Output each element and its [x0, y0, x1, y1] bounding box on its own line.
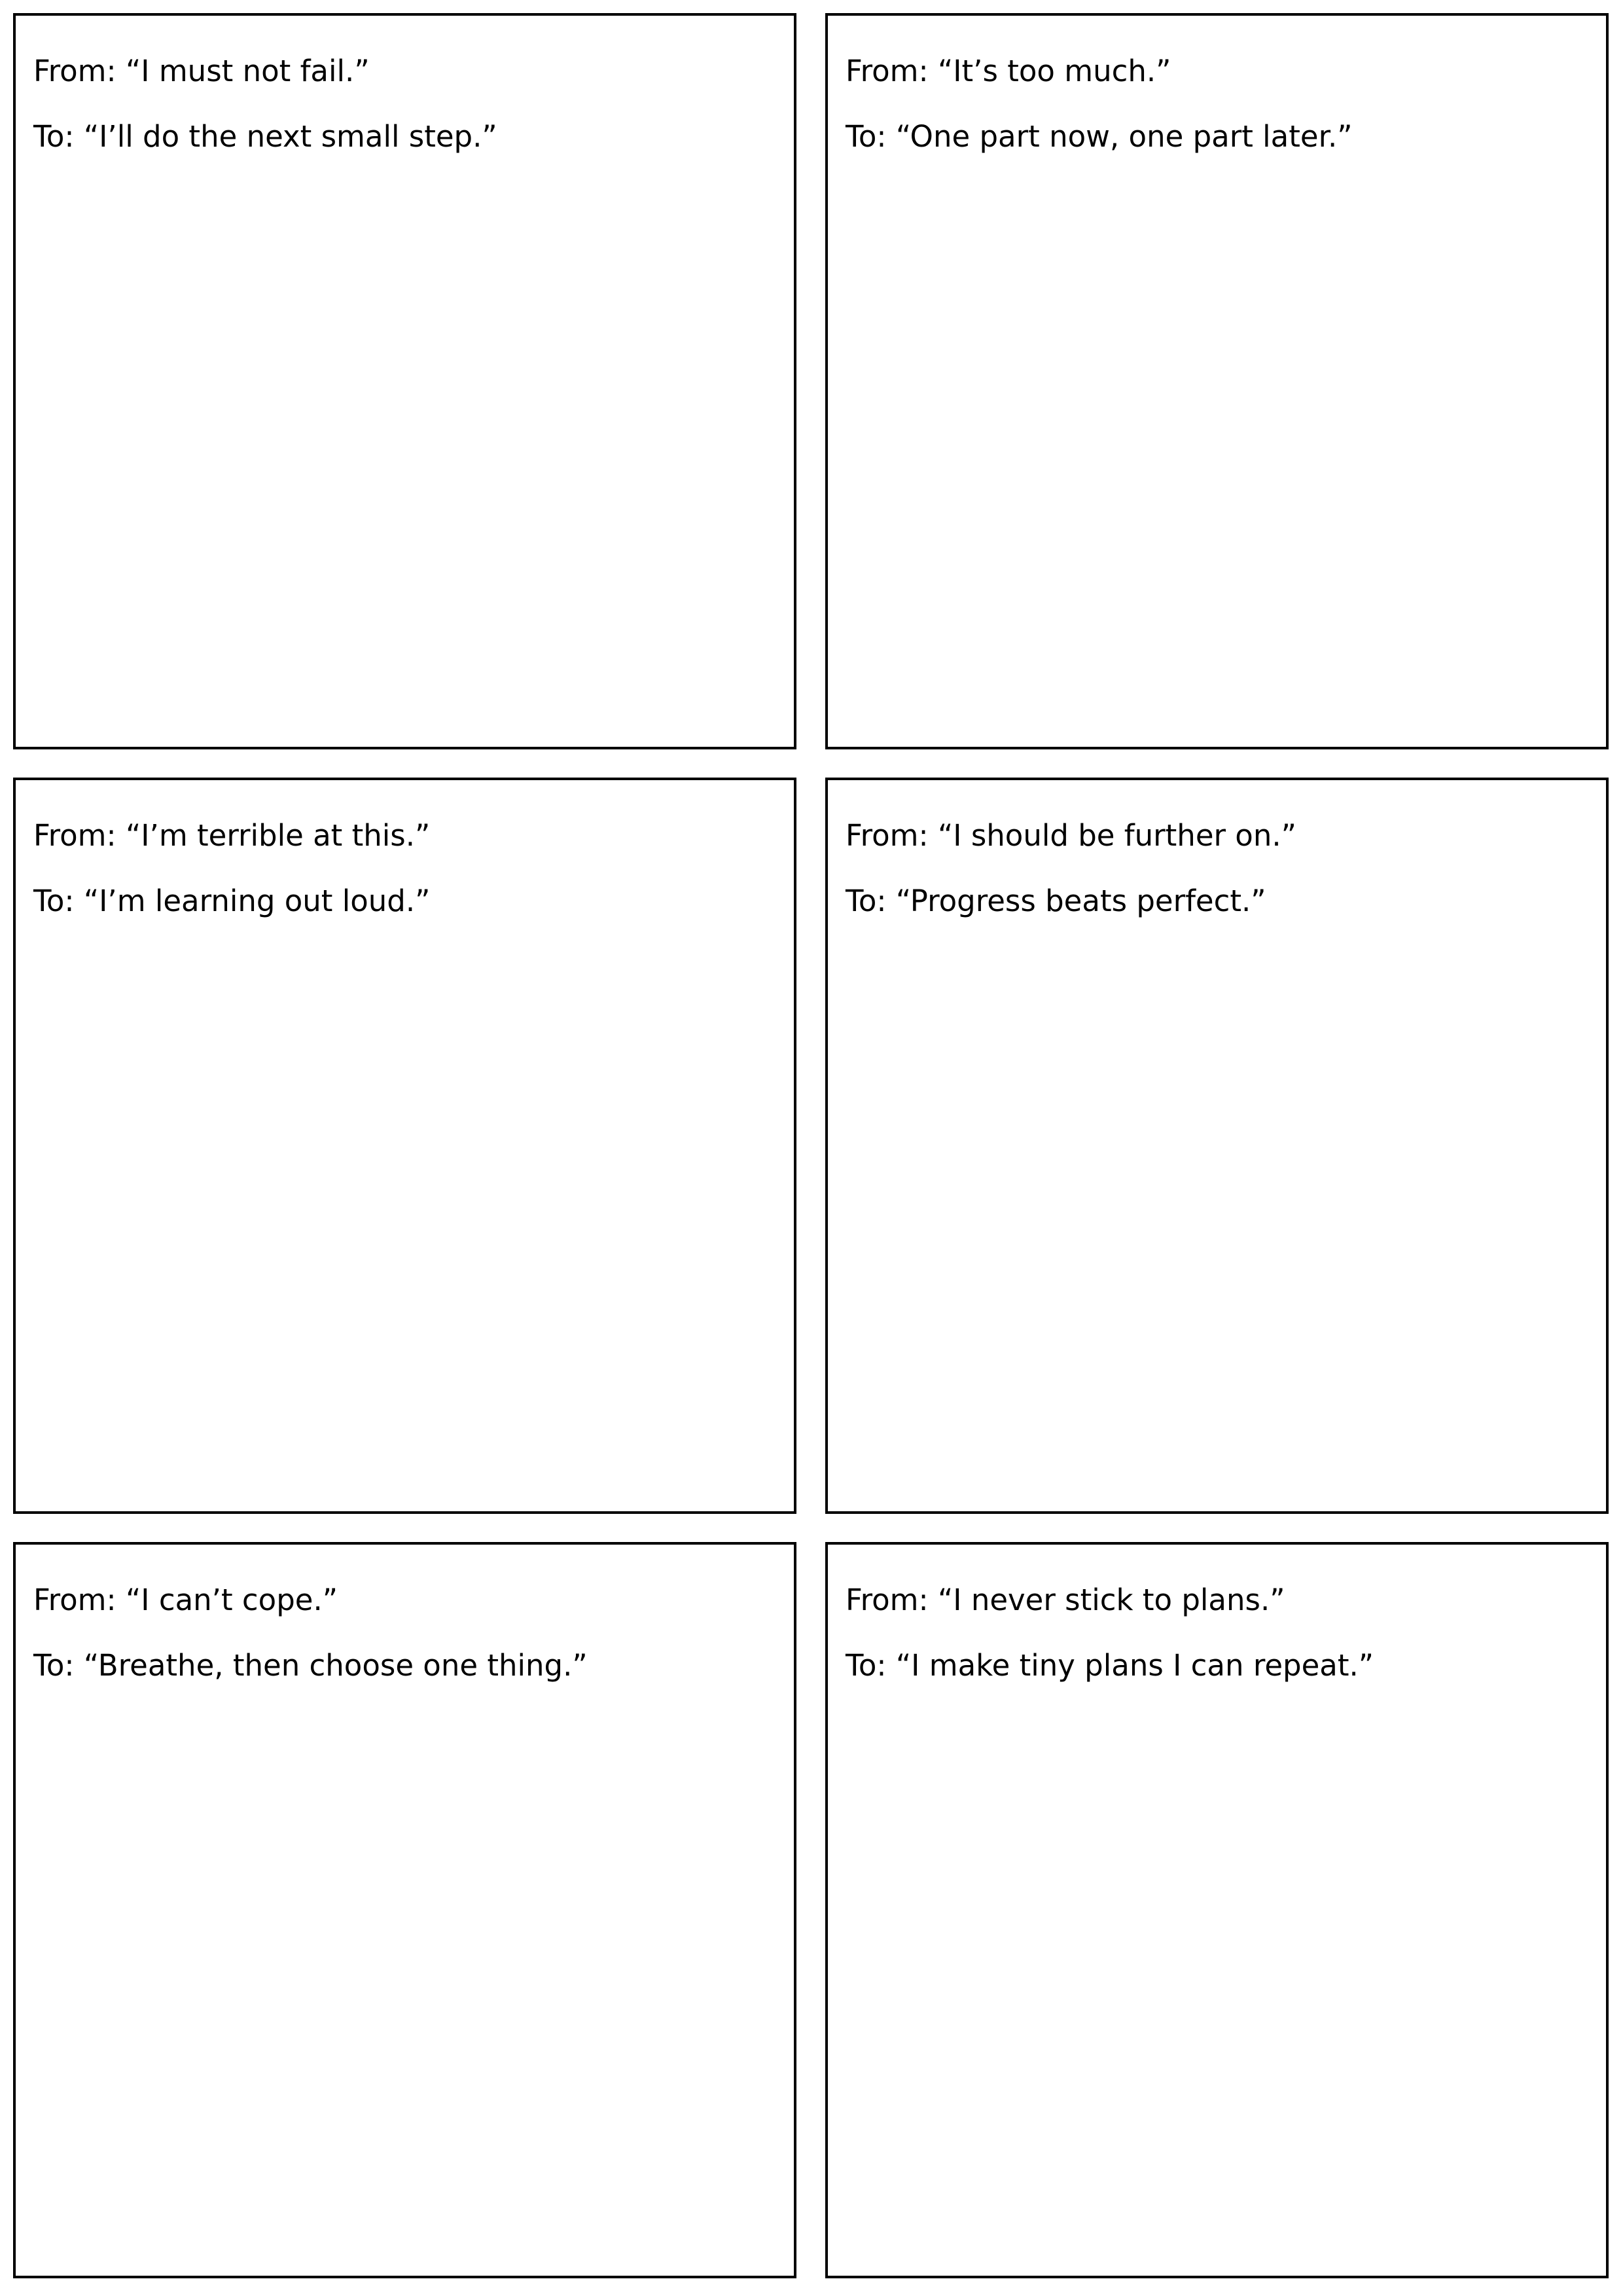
- from-statement: From: “I can’t cope.”: [33, 1583, 338, 1617]
- to-statement: To: “Progress beats perfect.”: [846, 884, 1266, 918]
- to-statement: To: “Breathe, then choose one thing.”: [33, 1648, 588, 1683]
- from-statement: From: “I should be further on.”: [846, 818, 1296, 853]
- reframe-card: [825, 13, 1609, 749]
- to-statement: To: “One part now, one part later.”: [846, 119, 1353, 154]
- to-statement: To: “I make tiny plans I can repeat.”: [846, 1648, 1374, 1683]
- from-statement: From: “I’m terrible at this.”: [33, 818, 431, 853]
- reframe-card: [825, 1542, 1609, 2278]
- reframe-card: [825, 778, 1609, 1514]
- to-statement: To: “I’m learning out loud.”: [33, 884, 431, 918]
- from-statement: From: “It’s too much.”: [846, 54, 1171, 88]
- to-statement: To: “I’ll do the next small step.”: [33, 119, 497, 154]
- from-statement: From: “I never stick to plans.”: [846, 1583, 1285, 1617]
- from-statement: From: “I must not fail.”: [33, 54, 370, 88]
- reframe-card: [13, 778, 796, 1514]
- reframe-card: [13, 13, 796, 749]
- reframe-card: [13, 1542, 796, 2278]
